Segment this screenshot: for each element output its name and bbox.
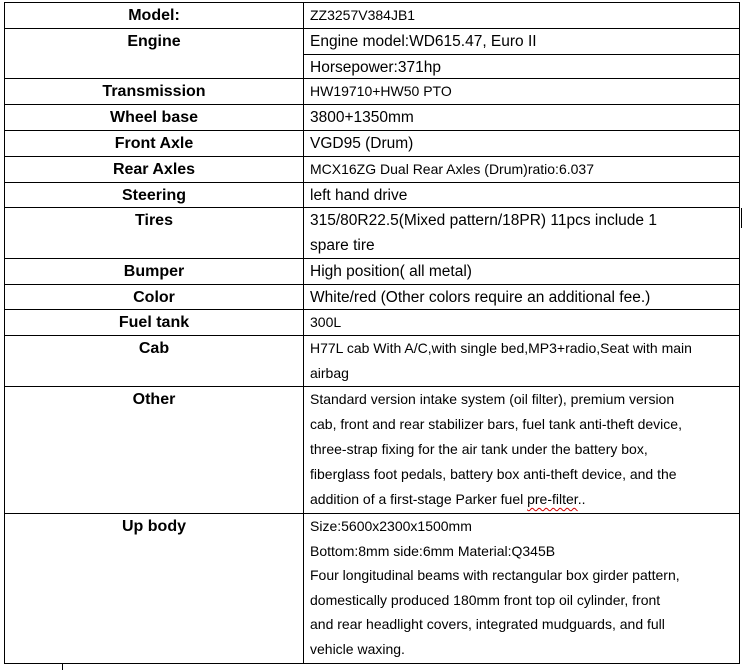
value-line: fiberglass foot pedals, battery box anti-theft device, and the [310,466,677,482]
table-row-steering [4,182,740,207]
value-line: three-strap fixing for the air tank under the battery box, [310,441,648,457]
table-row-bumper [4,258,740,284]
row-label: Engine [5,29,304,78]
table-row-fuel-tank [4,309,740,335]
table-row-engine [4,28,740,78]
table-row-color [4,284,740,309]
table-row-other [4,386,740,513]
spec-table [4,2,740,664]
table-row-model [4,2,740,28]
row-value-group [304,29,739,78]
row-label: Front Axle [5,131,304,156]
table-row-wheel-base [4,104,740,130]
row-value: Horsepower:371hp [304,54,739,79]
row-value [304,336,739,386]
table-row-rear-axles [4,156,740,182]
value-line: Bottom:8mm side:6mm Material:Q345B [310,542,556,559]
value-text: .. [577,491,586,507]
row-label: Cab [5,336,304,386]
row-label: Wheel base [5,105,304,130]
value-line: Four longitudinal beams with rectangular box girder pattern, [310,567,680,583]
value-line: Standard version intake system (oil filter), premium version [310,391,675,407]
row-label: Up body [5,514,304,663]
page-mark [62,664,63,670]
row-value: left hand drive [310,187,408,204]
value-line: cab, front and rear stabilizer bars, fuel tank anti-theft device, [310,416,682,432]
row-value: White/red (Other colors require an additional fee.) [310,289,651,306]
value-line: 315/80R22.5(Mixed pattern/18PR) 11pcs include 1 [310,212,657,229]
row-label: Bumper [5,259,304,284]
row-value: ZZ3257V384JB1 [310,7,416,23]
row-value [304,387,739,513]
value-line [310,487,739,512]
row-value: MCX16ZG Dual Rear Axles (Drum)ratio:6.037 [310,161,594,177]
row-value: 300L [310,314,342,330]
value-text: addition of a first-stage Parker fuel [310,491,528,507]
text-cursor [741,208,742,228]
value-line: and rear headlight covers, integrated mudguards, and full [310,616,665,632]
row-label: Rear Axles [5,157,304,182]
row-label: Color [5,285,304,309]
row-label: Tires [5,208,304,258]
table-row-cab [4,335,740,386]
table-row-front-axle [4,130,740,156]
value-line: vehicle waxing. [310,640,405,657]
spellcheck-word[interactable]: pre-filter [527,491,578,507]
table-row-up-body [4,513,740,664]
row-label: Transmission [5,79,304,104]
value-line: Size:5600x2300x1500mm [310,518,472,534]
row-value: High position( all metal) [310,263,472,280]
row-label: Fuel tank [5,310,304,335]
value-line: H77L cab With A/C,with single bed,MP3+radio,Seat with main [310,340,692,356]
value-line: spare tire [310,237,375,254]
table-row-tires [4,207,740,258]
row-value: 3800+1350mm [310,109,414,126]
row-value [304,208,739,258]
row-value: VGD95 (Drum) [310,135,414,152]
table-row-transmission [4,78,740,104]
value-line: airbag [310,365,349,381]
row-value: Engine model:WD615.47, Euro II [310,33,537,50]
row-value: HW19710+HW50 PTO [310,83,452,99]
row-label: Model: [5,3,304,28]
value-line: domestically produced 180mm front top oil cylinder, front [310,591,661,608]
row-label: Steering [5,183,304,207]
row-label: Other [5,387,304,513]
row-value [304,514,739,663]
